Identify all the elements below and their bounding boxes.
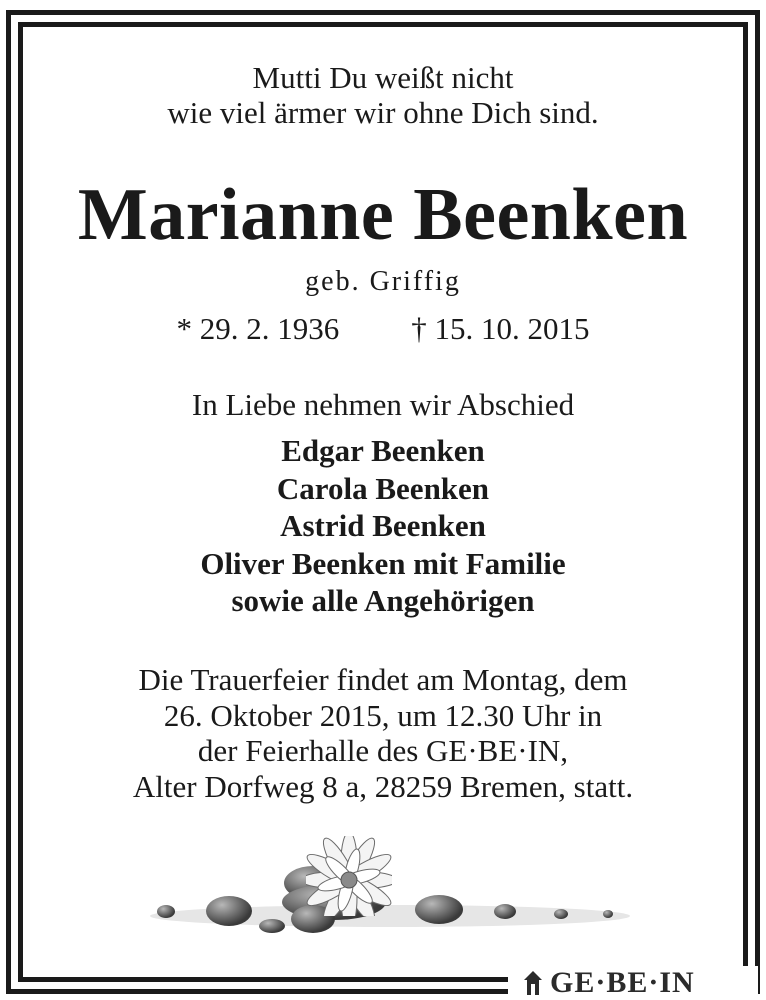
motto-line: Mutti Du weißt nicht	[252, 60, 514, 95]
stone-icon	[554, 909, 568, 919]
mourners-list	[24, 432, 742, 620]
gebein-logo	[508, 966, 758, 1000]
stone-icon	[157, 905, 175, 918]
stone-icon	[603, 910, 613, 918]
service-info	[24, 662, 742, 804]
stone-icon	[259, 919, 285, 933]
death-date: † 15. 10. 2015	[411, 311, 590, 346]
mourner-name: Oliver Beenken mit Familie	[200, 545, 566, 581]
mourner-name: Astrid Beenken	[280, 508, 486, 543]
mourner-name: Carola Beenken	[276, 470, 490, 506]
logo-text: GE·BE·IN	[550, 966, 695, 999]
farewell-text: In Liebe nehmen wir Abschied	[191, 387, 575, 422]
mourner-name: Edgar Beenken	[281, 433, 485, 468]
lotus-flower-icon	[306, 836, 392, 916]
chapel-icon	[522, 970, 544, 996]
service-line: der Feierhalle des GE·BE·IN,	[197, 733, 569, 768]
mourner-name: sowie alle Angehörigen	[231, 583, 535, 618]
motto-line: wie viel ärmer wir ohne Dich sind.	[167, 95, 599, 130]
stone-icon	[494, 904, 516, 919]
birth-date: * 29. 2. 1936	[176, 311, 340, 346]
maiden-name: geb. Griffig	[305, 266, 461, 297]
service-line: 26. Oktober 2015, um 12.30 Uhr in	[163, 697, 603, 733]
motto	[24, 60, 742, 130]
deceased-name: Marianne Beenken	[77, 174, 689, 256]
service-line: Alter Dorfweg 8 a, 28259 Bremen, statt.	[132, 768, 634, 804]
stone-icon	[415, 895, 463, 924]
life-dates	[24, 309, 742, 349]
stone-icon	[206, 896, 252, 926]
service-line: Die Trauerfeier findet am Montag, dem	[138, 662, 628, 697]
